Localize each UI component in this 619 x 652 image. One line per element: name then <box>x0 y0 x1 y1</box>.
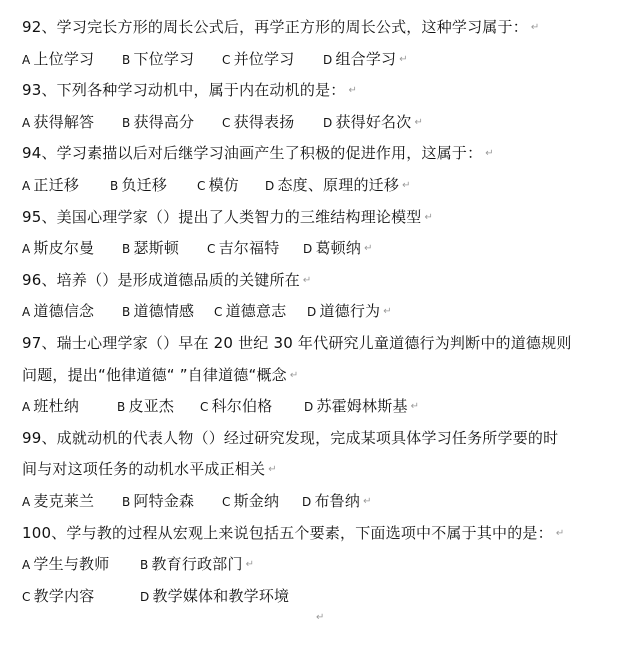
paragraph-mark: ↵ <box>485 148 494 160</box>
option-c: C 模仿 <box>197 175 239 194</box>
paragraph-mark: ↵ <box>424 211 434 223</box>
option-a: A 学生与教师 <box>22 555 110 574</box>
option-d: D 组合学习 <box>323 49 397 68</box>
options-97 <box>22 391 612 423</box>
options-99 <box>22 486 612 518</box>
option-c: C 获得表扬 <box>222 112 295 131</box>
option-b: B 皮亚杰 <box>117 397 175 416</box>
paragraph-mark: ↵ <box>410 401 420 413</box>
question-95: 95、美国心理学家（）提出了人类智力的三维结构理论模型 ↵ <box>22 207 434 226</box>
question-92: 92、学习完长方形的周长公式后，再学正方形的周长公式，这种学习属于： ↵ <box>22 18 540 36</box>
paragraph-mark: ↵ <box>268 464 277 476</box>
option-d: D 获得好名次 <box>323 112 412 131</box>
option-d: D 道德行为 <box>307 302 381 321</box>
paragraph-mark: ↵ <box>316 612 325 623</box>
paragraph-mark: ↵ <box>364 243 373 255</box>
option-b: B 负迁移 <box>110 175 168 194</box>
option-c: C 斯金纳 <box>222 491 280 510</box>
question-94: 94、学习素描以后对后继学习油画产生了积极的促进作用，这属于： ↵ <box>22 144 494 163</box>
paragraph-mark: ↵ <box>530 22 540 33</box>
options-93 <box>22 107 612 139</box>
question-97-line-1: 97、瑞士心理学家（）早在 20 世纪 30 年代研究儿童道德行为判断中的道德规则 <box>22 333 572 352</box>
document-page <box>22 12 612 612</box>
question-97-line-2: 问题，提出“他律道德“ ”自律道德“概念 ↵ <box>22 365 299 384</box>
option-a: A 获得解答 <box>22 112 95 131</box>
option-b: B 道德情感 <box>122 302 195 321</box>
option-a: A 麦克莱兰 <box>22 491 95 510</box>
paragraph-mark: ↵ <box>414 116 424 128</box>
option-b: B 瑟斯顿 <box>122 239 180 258</box>
paragraph-mark: ↵ <box>363 495 372 507</box>
paragraph-mark: ↵ <box>302 274 312 286</box>
option-d: D 葛顿纳 <box>303 239 362 258</box>
option-c: C 道德意志 <box>214 302 287 321</box>
paragraph-mark: ↵ <box>245 559 255 571</box>
paragraph-mark: ↵ <box>402 179 411 191</box>
option-b: B 获得高分 <box>122 112 195 131</box>
options-100-row-2 <box>22 581 612 613</box>
option-a: A 上位学习 <box>22 49 95 68</box>
option-b: B 阿特金森 <box>122 491 195 510</box>
option-d: D 布鲁纳 <box>302 491 361 510</box>
question-99-line-1: 99、成就动机的代表人物（）经过研究发现，完成某项具体学习任务所学要的时 <box>22 428 559 447</box>
option-c: C 教学内容 <box>22 586 95 605</box>
option-c: C 科尔伯格 <box>200 397 273 416</box>
question-100: 100、学与教的过程从宏观上来说包括五个要素，下面选项中不属于其中的是： ↵ <box>22 523 565 542</box>
options-96 <box>22 296 612 328</box>
options-100-row-1 <box>22 549 612 581</box>
option-c: C 并位学习 <box>222 49 295 68</box>
paragraph-mark: ↵ <box>555 527 565 539</box>
paragraph-mark: ↵ <box>289 369 299 381</box>
option-a: A 斯皮尔曼 <box>22 239 95 258</box>
option-c: C 吉尔福特 <box>207 239 280 258</box>
options-95 <box>22 233 612 265</box>
paragraph-mark: ↵ <box>348 85 358 97</box>
question-99-line-2: 间与对这项任务的动机水平成正相关 ↵ <box>22 460 277 479</box>
option-b: B 下位学习 <box>122 49 195 68</box>
option-a: A 道德信念 <box>22 302 95 321</box>
paragraph-mark: ↵ <box>383 306 392 318</box>
option-a: A 正迁移 <box>22 175 80 194</box>
options-94 <box>22 170 612 202</box>
paragraph-mark: ↵ <box>399 53 408 65</box>
option-d: D 态度、原理的迁移 <box>265 175 400 194</box>
question-93: 93、下列各种学习动机中，属于内在动机的是： ↵ <box>22 81 358 100</box>
options-92 <box>22 44 612 76</box>
option-b: B 教育行政部门 <box>140 555 243 574</box>
question-96: 96、培养（）是形成道德品质的关键所在 ↵ <box>22 270 312 289</box>
option-d: D 教学媒体和教学环境 <box>140 586 290 605</box>
option-a: A 班杜纳 <box>22 397 80 416</box>
option-d: D 苏霍姆林斯基 <box>304 397 408 416</box>
